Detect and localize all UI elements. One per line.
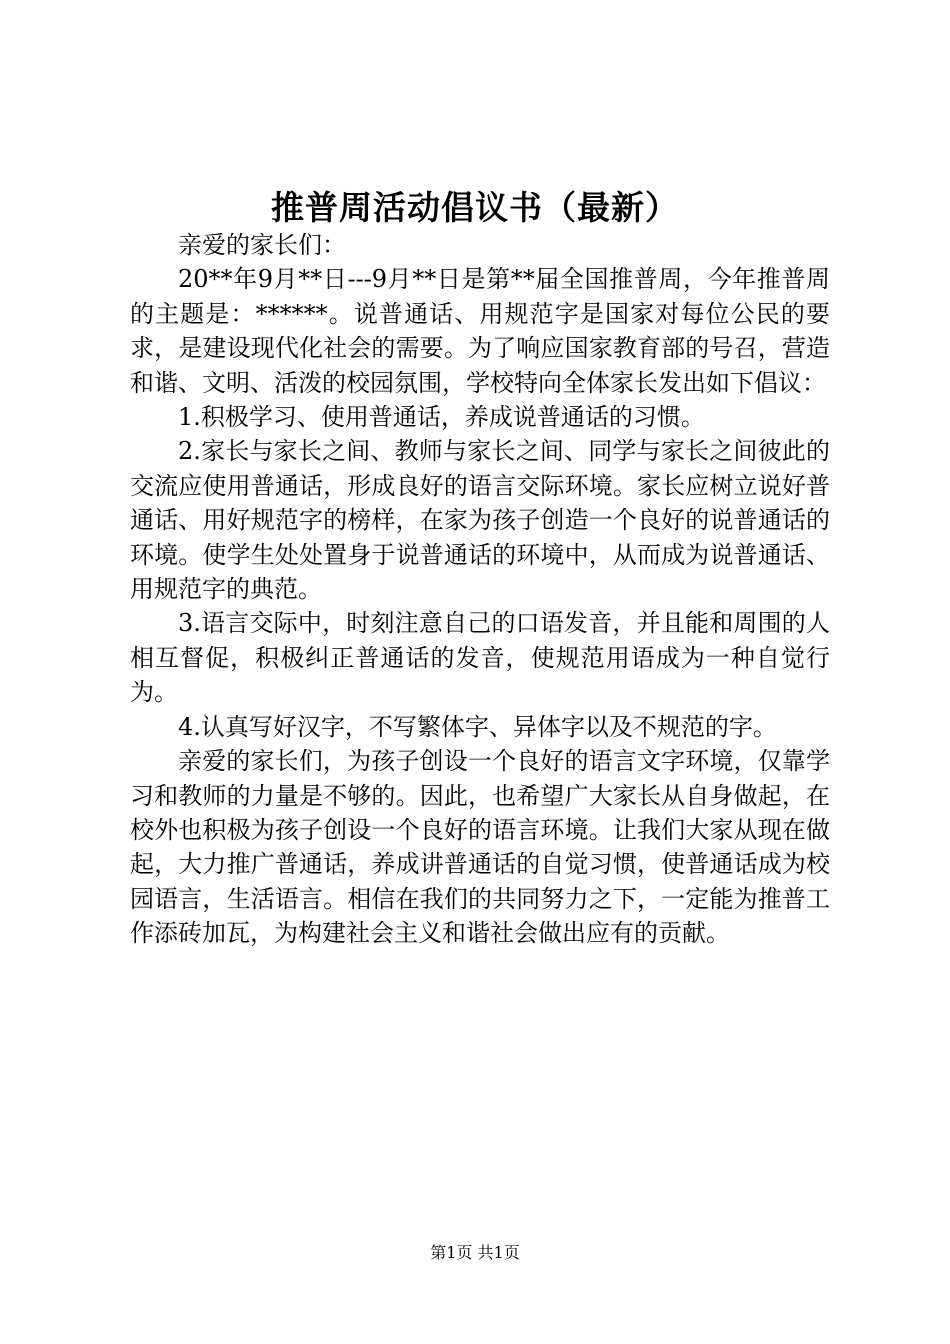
greeting: 亲爱的家长们： — [178, 231, 346, 259]
paragraph-closing: 亲爱的家长们，为孩子创设一个良好的语言文字环境，仅靠学习和教师的力量是不够的。因此，也希望广大家长从自身做起，在校外也积极为孩子创设一个良好的语言环境。让我们大家从现在做起，大力推广普通话，养成讲普通话的自觉习惯，使普通话成为校园语言，生活语言。相信在我们的共同努力之下，一定能为推普工作添砖加瓦，为构建社会主义和谐社会做出应有的贡献。 — [130, 747, 830, 948]
paragraph-item-3: 3.语言交际中，时刻注意自己的口语发音，并且能和周围的人相互督促，积极纠正普通话的发音，使规范用语成为一种自觉行为。 — [130, 609, 830, 707]
paragraph-item-1: 1.积极学习、使用普通话，养成说普通话的习惯。 — [178, 403, 705, 432]
paragraph-item-2: 2.家长与家长之间、教师与家长之间、同学与家长之间彼此的交流应使用普通话，形成良好的语言交际环境。家长应树立说好普通话、用好规范字的榜样，在家为孩子创造一个良好的说普通话的环境。使学生处处置身于说普通话的环境中，从而成为说普通话、用规范字的典范。 — [130, 437, 830, 604]
paragraph-item-4: 4.认真写好汉字，不写繁体字、异体字以及不规范的字。 — [178, 712, 777, 741]
document-body — [130, 228, 830, 951]
document-title: 推普周活动倡议书（最新） — [271, 188, 679, 227]
page-footer: 第1页 共1页 — [430, 1243, 520, 1262]
paragraph-intro: 20**年9月**日---9月**日是第**届全国推普周，今年推普周的主题是：******。说普通话、用规范字是国家对每位公民的要求，是建设现代化社会的需要。为了响应国家教育部的号召，营造和谐、文明、活泼的校园氛围，学校特向全体家长发出如下倡议： — [130, 265, 830, 397]
